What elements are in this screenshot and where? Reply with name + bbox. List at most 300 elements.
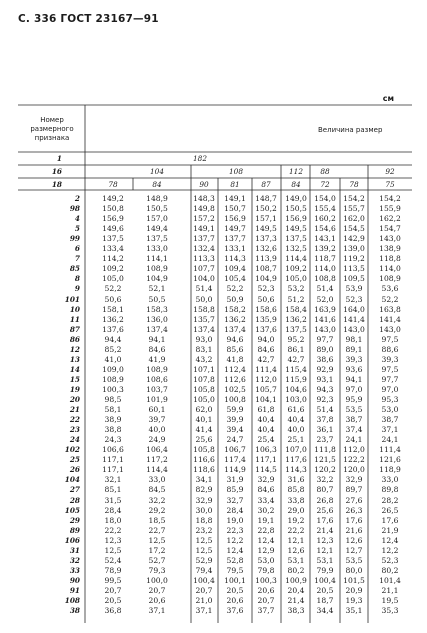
table-cell: 108,9: [146, 364, 168, 374]
table-cell: 157,2: [193, 214, 215, 224]
table-cell: 103,0: [285, 395, 307, 404]
table-cell: 106,4: [146, 445, 168, 455]
table-cell: 52,3: [345, 294, 363, 304]
table-cell: 160,2: [314, 214, 336, 224]
table-cell: 100,3: [255, 575, 277, 585]
table-cell: 118,9: [379, 465, 401, 475]
table-cell: 37,1: [195, 606, 213, 616]
table-cell: 20,4: [287, 585, 305, 595]
table-cell: 61,8: [257, 405, 275, 415]
table-cell: 41,0: [104, 354, 122, 364]
row-number: 90: [69, 575, 80, 585]
table-cell: 18,8: [195, 515, 213, 525]
table-cell: 29,0: [287, 505, 305, 515]
table-cell: 80,7: [316, 485, 334, 495]
table-cell: 120,2: [314, 465, 336, 475]
table-cell: 83,1: [195, 344, 213, 354]
table-cell: 162,0: [343, 214, 365, 224]
table-cell: 33,8: [287, 495, 305, 505]
table-cell: 158,2: [224, 304, 246, 314]
row-number: 5: [74, 224, 80, 234]
table-cell: 51,4: [195, 284, 213, 294]
table-cell: 94,6: [226, 334, 244, 344]
table-cell: 36,1: [316, 425, 334, 435]
table-cell: 97,0: [345, 384, 363, 394]
column-header-size-value: Величина размер: [318, 126, 383, 134]
table-cell: 137,4: [146, 324, 168, 334]
table-cell: 85,9: [226, 485, 244, 495]
table-cell: 149,1: [193, 224, 215, 234]
row-number: 29: [69, 515, 80, 525]
table-cell: 158,4: [285, 304, 307, 314]
table-cell: 18,5: [148, 515, 166, 525]
row-number: 104: [64, 475, 80, 485]
table-cell: 33,0: [381, 475, 399, 485]
table-cell: 39,7: [148, 415, 166, 425]
table-cell: 149,2: [102, 194, 124, 203]
row-number: 11: [69, 314, 80, 324]
row-number: 38: [69, 606, 80, 616]
row-number: 10: [69, 304, 80, 314]
table-cell: 37,7: [257, 606, 275, 616]
table-cell: 40,4: [287, 415, 305, 425]
table-cell: 163,9: [314, 304, 336, 314]
table-cell: 18,0: [104, 515, 122, 525]
table-cell: 95,3: [381, 395, 399, 404]
row-number: 14: [69, 364, 80, 374]
header-cell: 75: [385, 180, 395, 189]
table-cell: 109,5: [343, 274, 365, 284]
row-number: 20: [69, 395, 80, 404]
table-cell: 149,1: [224, 194, 246, 203]
row-number: 6: [74, 244, 80, 254]
table-cell: 104,9: [255, 274, 277, 284]
table-cell: 20,6: [257, 585, 275, 595]
table-cell: 105,0: [285, 274, 307, 284]
table-cell: 52,3: [257, 284, 275, 294]
table-cell: 149,5: [255, 224, 277, 234]
table-cell: 137,4: [193, 324, 215, 334]
row-number: 105: [64, 505, 80, 515]
table-cell: 12,5: [195, 545, 213, 555]
table-cell: 38,7: [381, 415, 399, 425]
row-number: 26: [69, 465, 80, 475]
table-cell: 105,8: [193, 384, 215, 394]
table-cell: 119,2: [343, 254, 365, 264]
table-cell: 108,9: [146, 264, 168, 274]
table-cell: 111,4: [255, 364, 277, 374]
table-cell: 17,6: [345, 515, 363, 525]
table-cell: 143,0: [379, 234, 401, 244]
table-cell: 155,7: [343, 204, 365, 214]
table-cell: 41,8: [226, 354, 244, 364]
table-cell: 135,7: [193, 314, 215, 324]
row-number: 106: [64, 535, 80, 545]
table-cell: 105,4: [224, 274, 246, 284]
table-cell: 59,9: [226, 405, 244, 415]
table-cell: 41,9: [148, 354, 166, 364]
table-cell: 12,3: [104, 535, 122, 545]
row-number: 25: [69, 455, 80, 465]
table-cell: 109,0: [102, 364, 124, 374]
table-cell: 108,9: [379, 274, 401, 284]
table-cell: 94,4: [104, 334, 122, 344]
table-cell: 100,9: [285, 575, 307, 585]
table-cell: 117,1: [102, 455, 124, 465]
table-cell: 117,1: [102, 465, 124, 475]
table-cell: 26,8: [316, 495, 334, 505]
table-cell: 32,9: [195, 495, 213, 505]
table-cell: 164,0: [343, 304, 365, 314]
table-cell: 106,6: [102, 445, 124, 455]
table-cell: 149,0: [285, 194, 307, 203]
table-cell: 50,6: [104, 294, 122, 304]
table-cell: 53,0: [381, 405, 399, 415]
table-cell: 20,7: [104, 585, 122, 595]
table-cell: 79,3: [148, 565, 166, 575]
table-cell: 105,0: [193, 395, 215, 404]
table-cell: 51,4: [316, 405, 334, 415]
table-cell: 39,3: [345, 354, 363, 364]
table-cell: 52,0: [316, 294, 334, 304]
row-number: 7: [74, 254, 80, 264]
table-cell: 104,6: [285, 384, 307, 394]
table-cell: 154,5: [343, 224, 365, 234]
table-cell: 150,5: [146, 204, 168, 214]
table-cell: 150,5: [285, 204, 307, 214]
table-cell: 111,4: [379, 445, 401, 455]
table-cell: 35,1: [345, 606, 363, 616]
table-cell: 50,9: [226, 294, 244, 304]
table-cell: 137,5: [285, 234, 307, 244]
table-cell: 133,0: [146, 244, 168, 254]
table-cell: 53,5: [345, 555, 363, 565]
table-cell: 122,2: [343, 455, 365, 465]
table-cell: 109,2: [102, 264, 124, 274]
table-cell: 61,6: [287, 405, 305, 415]
table-cell: 38,8: [104, 425, 122, 435]
table-cell: 37,1: [381, 425, 399, 435]
row-number: 108: [64, 596, 80, 605]
table-cell: 108,8: [314, 274, 336, 284]
table-cell: 98,5: [104, 395, 122, 404]
row-number: 22: [69, 415, 80, 425]
table-cell: 113,3: [193, 254, 215, 264]
table-cell: 141,6: [314, 314, 336, 324]
table-cell: 28,4: [104, 505, 122, 515]
table-cell: 137,6: [102, 324, 124, 334]
table-cell: 154,0: [314, 194, 336, 203]
table-cell: 32,7: [226, 495, 244, 505]
table-cell: 114,3: [224, 254, 246, 264]
table-cell: 148,9: [146, 194, 168, 203]
table-cell: 108,9: [102, 374, 124, 384]
table-cell: 108,6: [146, 374, 168, 384]
table-cell: 117,4: [224, 455, 246, 465]
table-cell: 52,8: [226, 555, 244, 565]
table-cell: 143,1: [314, 234, 336, 244]
row-number: 21: [69, 405, 80, 415]
row-number: 12: [69, 344, 80, 354]
table-cell: 85,8: [287, 485, 305, 495]
table-cell: 31,9: [226, 475, 244, 485]
table-cell: 30,0: [195, 505, 213, 515]
table-cell: 133,4: [102, 244, 124, 254]
table-cell: 132,4: [193, 244, 215, 254]
table-cell: 40,0: [148, 425, 166, 435]
table-cell: 100,4: [314, 575, 336, 585]
table-cell: 136,2: [102, 314, 124, 324]
table-cell: 51,2: [287, 294, 305, 304]
header-row-label: 18: [51, 180, 62, 189]
table-cell: 89,8: [381, 485, 399, 495]
table-cell: 38,6: [316, 354, 334, 364]
table-cell: 112,4: [224, 364, 246, 374]
table-cell: 95,9: [345, 395, 363, 404]
table-cell: 78,9: [104, 565, 122, 575]
row-number: 87: [69, 324, 80, 334]
table-cell: 50,0: [195, 294, 213, 304]
table-cell: 53,6: [381, 284, 399, 294]
table-cell: 139,0: [343, 244, 365, 254]
table-cell: 97,7: [316, 334, 334, 344]
table-cell: 52,4: [104, 555, 122, 565]
table-cell: 52,2: [381, 294, 399, 304]
table-cell: 53,2: [287, 284, 305, 294]
table-cell: 12,6: [287, 545, 305, 555]
table-cell: 156,9: [285, 214, 307, 224]
header-cell: 84: [291, 180, 301, 189]
row-number: 23: [69, 425, 80, 435]
table-cell: 106,7: [224, 445, 246, 455]
table-cell: 94,0: [257, 334, 275, 344]
table-cell: 154,6: [314, 224, 336, 234]
table-cell: 117,6: [285, 455, 307, 465]
table-cell: 116,6: [193, 455, 215, 465]
table-cell: 21,9: [381, 525, 399, 535]
table-cell: 79,9: [316, 565, 334, 575]
table-cell: 80,2: [381, 565, 399, 575]
table-cell: 156,9: [102, 214, 124, 224]
table-cell: 121,6: [379, 455, 401, 465]
table-cell: 32,1: [104, 475, 122, 485]
row-number: 32: [69, 555, 80, 565]
table-cell: 38,3: [287, 606, 305, 616]
table-cell: 143,0: [314, 324, 336, 334]
table-cell: 157,1: [255, 214, 277, 224]
table-cell: 104,1: [255, 395, 277, 404]
table-cell: 25,6: [316, 505, 334, 515]
table-cell: 82,9: [195, 485, 213, 495]
table-cell: 24,3: [104, 435, 122, 445]
header-cell: 104: [150, 167, 164, 176]
table-cell: 85,2: [104, 344, 122, 354]
header-cell: 78: [349, 180, 359, 189]
table-cell: 142,9: [343, 234, 365, 244]
table-cell: 139,2: [314, 244, 336, 254]
table-cell: 94,1: [345, 374, 363, 384]
table-cell: 37,8: [316, 415, 334, 425]
table-cell: 113,9: [255, 254, 277, 264]
table-cell: 20,7: [148, 585, 166, 595]
table-cell: 32,2: [148, 495, 166, 505]
table-cell: 107,8: [193, 374, 215, 384]
table-cell: 12,4: [381, 535, 399, 545]
table-cell: 106,3: [255, 445, 277, 455]
table-cell: 154,2: [379, 194, 401, 203]
table-cell: 32,9: [257, 475, 275, 485]
table-cell: 136,2: [285, 314, 307, 324]
table-cell: 132,5: [285, 244, 307, 254]
table-cell: 114,2: [102, 254, 124, 264]
table-cell: 114,0: [314, 264, 336, 274]
table-cell: 101,5: [343, 575, 365, 585]
table-cell: 94,1: [148, 334, 166, 344]
row-number: 8: [74, 274, 80, 284]
table-cell: 107,0: [285, 445, 307, 455]
table-cell: 137,5: [102, 234, 124, 244]
table-cell: 42,7: [257, 354, 275, 364]
table-cell: 154,2: [343, 194, 365, 203]
table-cell: 20,7: [257, 596, 275, 605]
table-cell: 20,9: [345, 585, 363, 595]
row-number: 27: [69, 485, 80, 495]
table-cell: 137,6: [255, 324, 277, 334]
table-cell: 17,2: [148, 545, 166, 555]
table-cell: 12,9: [257, 545, 275, 555]
table-cell: 20,7: [195, 585, 213, 595]
table-cell: 60,1: [148, 405, 166, 415]
table-cell: 33,4: [257, 495, 275, 505]
table-cell: 52,2: [226, 284, 244, 294]
row-number: 89: [69, 525, 80, 535]
table-cell: 135,9: [255, 314, 277, 324]
table-cell: 28,2: [381, 495, 399, 505]
table-cell: 40,0: [287, 425, 305, 435]
row-number: 86: [69, 334, 80, 344]
table-cell: 137,7: [224, 234, 246, 244]
table-cell: 25,6: [195, 435, 213, 445]
table-cell: 100,4: [193, 575, 215, 585]
table-cell: 22,2: [104, 525, 122, 535]
table-cell: 37,1: [148, 606, 166, 616]
table-cell: 24,7: [226, 435, 244, 445]
table-cell: 12,4: [226, 545, 244, 555]
table-cell: 12,3: [316, 535, 334, 545]
table-cell: 40,4: [257, 425, 275, 435]
table-cell: 12,4: [257, 535, 275, 545]
table-cell: 155,9: [379, 204, 401, 214]
table-cell: 21,6: [345, 525, 363, 535]
table-cell: 149,4: [146, 224, 168, 234]
table-cell: 31,5: [104, 495, 122, 505]
table-cell: 79,8: [257, 565, 275, 575]
header-cell: 78: [108, 180, 118, 189]
table-cell: 157,0: [146, 214, 168, 224]
table-cell: 121,5: [314, 455, 336, 465]
table-cell: 21,4: [316, 525, 334, 535]
table-cell: 105,8: [193, 445, 215, 455]
table-cell: 26,5: [381, 505, 399, 515]
table-cell: 100,1: [224, 575, 246, 585]
table-cell: 27,6: [345, 495, 363, 505]
table-cell: 52,3: [381, 555, 399, 565]
table-cell: 101,4: [379, 575, 401, 585]
table-cell: 84,5: [148, 485, 166, 495]
table-cell: 40,4: [257, 415, 275, 425]
table-cell: 94,3: [316, 384, 334, 394]
table-cell: 29,2: [148, 505, 166, 515]
table-cell: 19,2: [287, 515, 305, 525]
table-cell: 136,2: [224, 314, 246, 324]
table-cell: 112,6: [224, 374, 246, 384]
header-cell: 81: [230, 180, 240, 189]
table-cell: 137,5: [285, 324, 307, 334]
table-cell: 17,6: [381, 515, 399, 525]
table-cell: 12,6: [345, 535, 363, 545]
table-cell: 111,8: [314, 445, 336, 455]
table-cell: 50,6: [257, 294, 275, 304]
table-cell: 132,6: [255, 244, 277, 254]
table-cell: 113,5: [343, 264, 365, 274]
table-cell: 18,7: [316, 596, 334, 605]
row-number: 85: [69, 264, 80, 274]
table-cell: 52,1: [148, 284, 166, 294]
table-cell: 98,1: [345, 334, 363, 344]
table-cell: 32,9: [345, 475, 363, 485]
table-cell: 79,4: [195, 565, 213, 575]
table-cell: 137,4: [224, 324, 246, 334]
table-cell: 101,9: [146, 395, 168, 404]
table-cell: 52,9: [195, 555, 213, 565]
table-cell: 89,7: [345, 485, 363, 495]
table-cell: 53,1: [316, 555, 334, 565]
table-cell: 26,3: [345, 505, 363, 515]
table-cell: 115,9: [285, 374, 307, 384]
table-cell: 137,7: [193, 234, 215, 244]
table-cell: 150,7: [224, 204, 246, 214]
unit-label: см: [382, 94, 394, 103]
table-cell: 88,6: [381, 344, 399, 354]
table-cell: 79,5: [226, 565, 244, 575]
table-cell: 20,6: [226, 596, 244, 605]
table-cell: 84,6: [257, 344, 275, 354]
table-cell: 154,7: [379, 224, 401, 234]
row-number: 99: [69, 234, 80, 244]
table-cell: 42,7: [287, 354, 305, 364]
header-cell: 108: [229, 167, 243, 176]
table-cell: 155,4: [314, 204, 336, 214]
table-cell: 24,1: [381, 435, 399, 445]
table-cell: 20,5: [316, 585, 334, 595]
table-cell: 114,1: [146, 254, 168, 264]
row-number: 101: [64, 294, 80, 304]
table-cell: 32,2: [316, 475, 334, 485]
table-cell: 52,7: [148, 555, 166, 565]
row-number: 98: [69, 204, 80, 214]
table-cell: 19,1: [257, 515, 275, 525]
table-cell: 137,3: [255, 234, 277, 244]
table-cell: 93,0: [195, 334, 213, 344]
table-cell: 20,5: [226, 585, 244, 595]
table-cell: 33,0: [148, 475, 166, 485]
table-cell: 39,9: [226, 415, 244, 425]
table-cell: 149,6: [102, 224, 124, 234]
table-cell: 136,0: [146, 314, 168, 324]
table-cell: 21,1: [381, 585, 399, 595]
table-cell: 114,4: [285, 254, 307, 264]
row-number: 2: [74, 194, 80, 203]
